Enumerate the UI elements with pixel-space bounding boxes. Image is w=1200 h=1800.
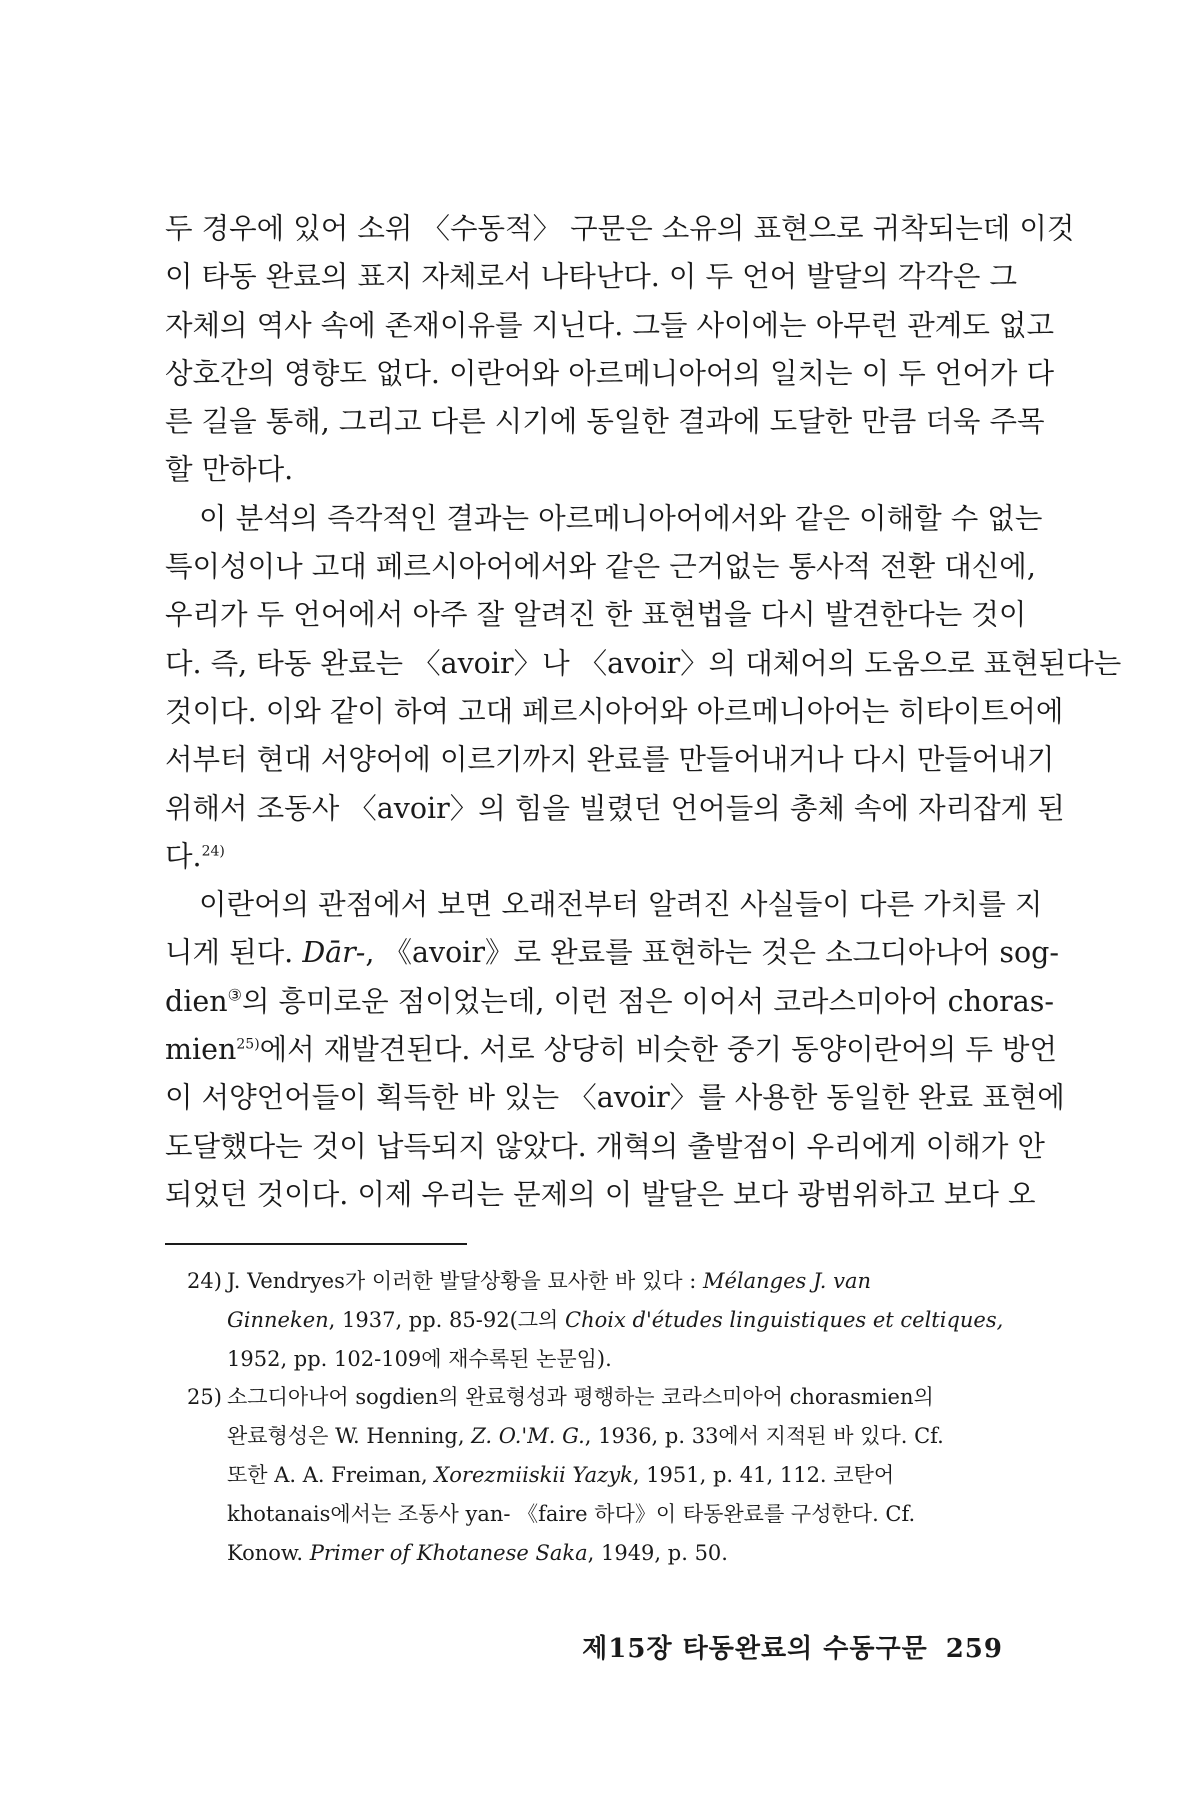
text-line: 이 서양언어들이 획득한 바 있는 〈avoir〉를 사용한 동일한 완료 표현에 [165, 1081, 1065, 1115]
footnote-number: 25) [187, 1385, 222, 1410]
text-fragment: Konow. [227, 1540, 310, 1565]
text-line: 특이성이나 고대 페르시아어에서와 같은 근거없는 통사적 전환 대신에, [165, 550, 1036, 584]
circled-note-mark: ③ [227, 985, 242, 1005]
footnote-line [227, 1456, 1020, 1495]
text-line [165, 978, 1054, 1026]
text-fragment: , 1951, p. 41, 112. 코탄어 [632, 1462, 895, 1487]
text-fragment: 다. [165, 839, 202, 873]
footnote-body [227, 1262, 1020, 1378]
footnote-line [227, 1301, 1020, 1340]
text-line: 상호간의 영향도 없다. 이란어와 아르메니아어의 일치는 이 두 언어가 다 [165, 356, 1054, 390]
text-fragment: , 1936, p. 33에서 지적된 바 있다. Cf. [584, 1424, 944, 1449]
text-line: 위해서 조동사 〈avoir〉의 힘을 빌렸던 언어들의 총체 속에 자리잡게 된 [165, 791, 1065, 825]
text-line: 두 경우에 있어 소위 〈수동적〉 구문은 소유의 표현으로 귀착되는데 이것 [165, 212, 1075, 245]
text-line: 것이다. 이와 같이 하여 고대 페르시아어와 아르메니아어는 히타이트어에 [165, 694, 1064, 728]
text-line [165, 833, 1020, 881]
text-line: 우리가 두 언어에서 아주 잘 알려진 한 표현법을 다시 발견한다는 것이 [165, 598, 1027, 632]
text-line: 이 분석의 즉각적인 결과는 아르메니아어에서와 같은 이해할 수 없는 [199, 501, 1043, 535]
footnote-body [227, 1378, 1020, 1572]
text-fragment: , 《avoir》로 완료를 표현하는 것은 소그디아나어 sog- [365, 936, 1059, 970]
footnote-ref-25[interactable]: 25) [236, 1036, 260, 1053]
text-line: 이 타동 완료의 표지 자체로서 나타난다. 이 두 언어 발달의 각각은 그 [165, 260, 1018, 294]
paragraph-3 [165, 881, 1065, 1219]
text-fragment: 니게 된다. [165, 936, 303, 970]
text-fragment: 에서 재발견된다. 서로 상당히 비슷한 중기 동양이란어의 두 방언 [259, 1033, 1057, 1067]
main-text [165, 205, 1122, 1219]
footnote-line: khotanais에서는 조동사 yan- 《faire 하다》이 타동완료를 구성한다. Cf. [227, 1501, 916, 1526]
text-fragment: 완료형성은 W. Henning, [227, 1424, 472, 1449]
paragraph-2 [165, 495, 1122, 881]
text-line [165, 929, 1059, 977]
page-footer [582, 1628, 1003, 1665]
text-fragment: 또한 A. A. Freiman, [227, 1462, 435, 1487]
footnotes [187, 1262, 1020, 1572]
footnote-ref-24[interactable]: 24) [201, 843, 225, 860]
text-line: 른 길을 통해, 그리고 다른 시기에 동일한 결과에 도달한 만큼 더욱 주목 [165, 405, 1045, 439]
paragraph-1 [165, 205, 1075, 495]
italic-title: Ginneken [227, 1307, 329, 1332]
text-fragment: J. Vendryes가 이러한 발달상황을 묘사한 바 있다 : [227, 1269, 703, 1293]
footnote-line: 1952, pp. 102-109에 재수록된 논문임). [227, 1346, 612, 1371]
text-line: 도달했다는 것이 납득되지 않았다. 개혁의 출발점이 우리에게 이해가 안 [165, 1129, 1045, 1163]
text-fragment: mien [165, 1033, 237, 1067]
footnote-line [227, 1262, 1020, 1301]
text-line: 되었던 것이다. 이제 우리는 문제의 이 발달은 보다 광범위하고 보다 오 [165, 1177, 1036, 1211]
italic-title: Choix d'études linguistiques et celtiques, [565, 1307, 1004, 1332]
text-line: 할 만하다. [165, 453, 294, 487]
footnote-line: 소그디아나어 sogdien의 완료형성과 평행하는 코라스미아어 chorasmien의 [227, 1385, 934, 1410]
text-line: 서부터 현대 서양어에 이르기까지 완료를 만들어내거나 다시 만들어내기 [165, 743, 1055, 777]
text-line: 이란어의 관점에서 보면 오래전부터 알려진 사실들이 다른 가치를 지 [199, 888, 1043, 922]
text-fragment: 의 흥미로운 점이었는데, 이런 점은 이어서 코라스미아어 choras- [241, 984, 1054, 1018]
text-fragment: , 1949, p. 50. [587, 1540, 728, 1565]
footnote-divider [165, 1243, 467, 1245]
text-fragment: dien [165, 984, 228, 1018]
italic-title: Xorezmiiskii Yazyk [434, 1462, 633, 1487]
italic-title: Z. O.'M. G. [471, 1424, 585, 1449]
text-fragment: , 1937, pp. 85-92(그의 [328, 1307, 566, 1332]
footnote-24 [187, 1262, 1020, 1378]
italic-title: Primer of Khotanese Saka [309, 1540, 588, 1565]
page-number: 259 [945, 1634, 1003, 1664]
footnote-25 [187, 1378, 1020, 1572]
italic-title: Mélanges J. van [702, 1269, 872, 1293]
text-line: 다. 즉, 타동 완료는 〈avoir〉나 〈avoir〉의 대체어의 도움으로 표현된다는 [165, 646, 1122, 680]
footnote-line [227, 1534, 1020, 1573]
footnote-line [227, 1417, 1020, 1456]
running-chapter-title: 제15장 타동완료의 수동구문 [582, 1634, 928, 1664]
text-line [165, 1026, 1057, 1074]
italic-term: Dār- [302, 936, 366, 970]
footnote-number: 24) [187, 1269, 222, 1293]
text-line: 자체의 역사 속에 존재이유를 지닌다. 그들 사이에는 아무런 관계도 없고 [165, 308, 1054, 342]
